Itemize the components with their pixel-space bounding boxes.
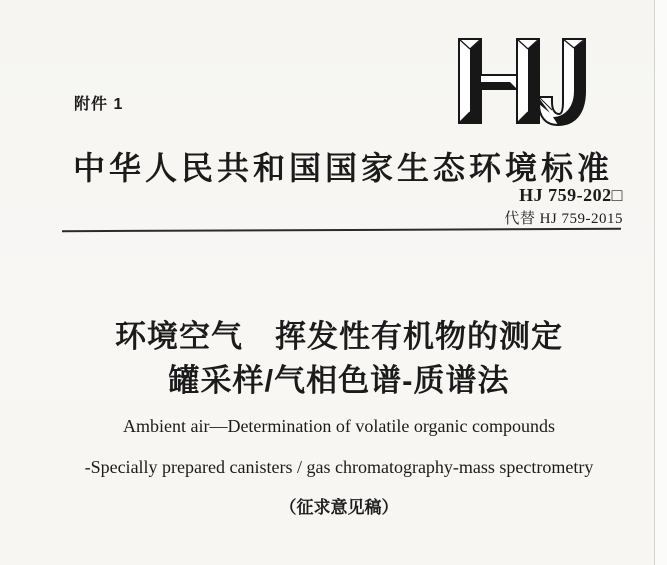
national-standard-heading: 中华人民共和国国家生态环境标准 — [72, 150, 613, 186]
doc-title-cn-line2: 罐采样/气相色谱-质谱法 — [168, 363, 510, 398]
doc-title-cn-line1: 环境空气 挥发性有机物的测定 — [115, 319, 563, 354]
attachment-label: 附件 1 — [74, 96, 124, 113]
superseded-standard: 代替 HJ 759-2015 — [504, 211, 623, 227]
draft-status-note: （征求意见稿） — [279, 498, 399, 517]
hj-logo — [458, 36, 586, 126]
hj-logo-graphic — [458, 36, 586, 126]
doc-title-en-line1: Ambient air—Determination of volatile organic compounds — [122, 416, 556, 436]
doc-title-en-line2: -Specially prepared canisters / gas chromatography-mass spectrometry — [84, 457, 594, 477]
page-edge — [654, 0, 667, 565]
header-rule — [62, 228, 621, 232]
standard-number: HJ 759-202□ — [519, 185, 623, 205]
